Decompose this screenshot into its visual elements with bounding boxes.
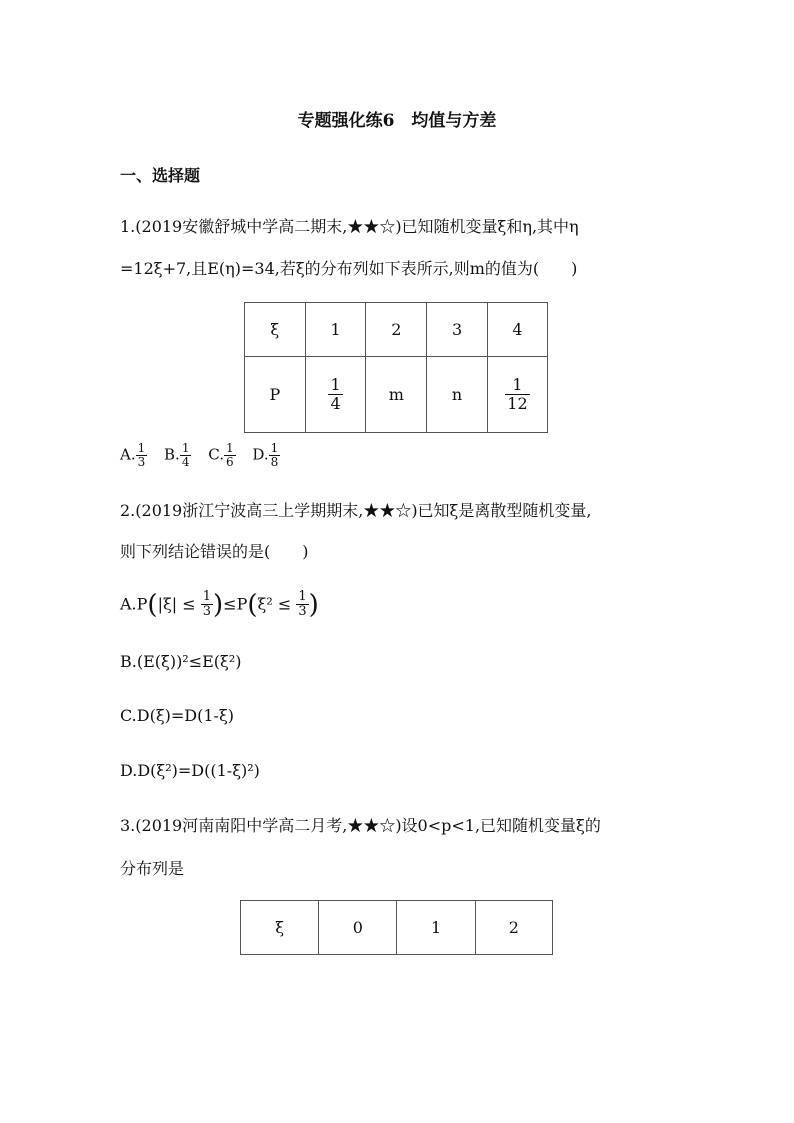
q2-option-d[interactable]: D.D(ξ²)=D((1-ξ)²) (120, 761, 260, 780)
table-cell: n (427, 357, 488, 433)
q3-line-1: 3.(2019河南南阳中学高二月考,★★☆)设0<p<1,已知随机变量ξ的 (120, 816, 601, 835)
q2-line-2: 则下列结论错误的是( ) (120, 542, 309, 561)
q1-table-header-row (245, 303, 548, 357)
table-cell: 2 (366, 303, 427, 357)
q2-line-1: 2.(2019浙江宁波高三上学期期末,★★☆)已知ξ是离散型随机变量, (120, 501, 592, 520)
table-cell: 1 (305, 303, 366, 357)
q1-distribution-table (244, 302, 548, 433)
q1-table-prob-row (245, 357, 548, 433)
table-cell: ξ (241, 901, 319, 955)
q1-line-2: =12ξ+7,且E(η)=34,若ξ的分布列如下表所示,则m的值为( ) (120, 259, 578, 278)
q3-table-header-row (241, 901, 553, 955)
q2-option-a[interactable]: A.P(|ξ| ≤ $\frac{1}{3}$ )≤P(ξ² ≤ $\frac{1}{3}$ ) (120, 589, 319, 620)
table-cell: 2 (475, 901, 552, 955)
table-cell: P (245, 357, 306, 433)
q3-line-2: 分布列是 (120, 859, 185, 878)
q1-option-d[interactable]: D. $\frac{1}{8}$ (252, 441, 279, 470)
q1-option-b[interactable]: B. $\frac{1}{4}$ (164, 441, 190, 470)
section-heading: 一、选择题 (120, 166, 201, 185)
table-cell (305, 357, 366, 433)
q1-option-c[interactable]: C. $\frac{1}{6}$ (208, 441, 234, 470)
fraction: $\frac{1}{12}$ (507, 375, 528, 413)
table-cell: 0 (319, 901, 397, 955)
table-cell: 1 (397, 901, 475, 955)
page-title: 专题强化练6 均值与方差 (297, 111, 497, 131)
q2-option-b[interactable]: B.(E(ξ))²≤E(ξ²) (120, 652, 242, 671)
table-cell: 3 (427, 303, 488, 357)
q2-option-c[interactable]: C.D(ξ)=D(1-ξ) (120, 706, 234, 725)
table-cell: ξ (245, 303, 306, 357)
q1-line-1: 1.(2019安徽舒城中学高二期末,★★☆)已知随机变量ξ和η,其中η (120, 217, 579, 236)
q1-option-a[interactable]: A. $\frac{1}{3}$ (120, 441, 146, 470)
fraction: $\frac{1}{4}$ (330, 375, 341, 413)
table-cell: 4 (487, 303, 547, 357)
table-cell: m (366, 357, 427, 433)
table-cell (487, 357, 547, 433)
q1-options (120, 442, 292, 469)
q3-distribution-table (240, 900, 553, 955)
